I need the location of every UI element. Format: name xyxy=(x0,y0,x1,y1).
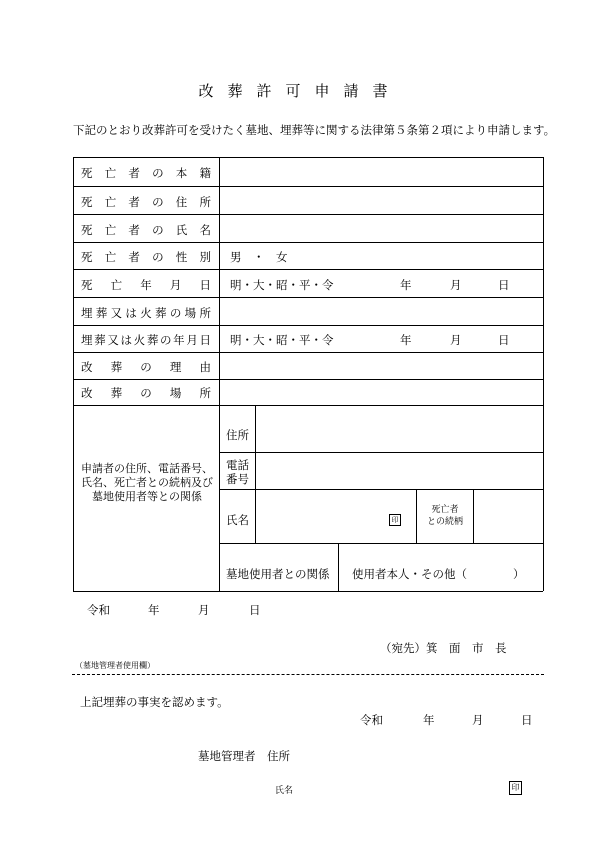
burial-date-year: 年 xyxy=(400,333,412,347)
label-cemetery-relation: 墓地使用者との関係 xyxy=(226,567,330,581)
label-basho: 埋葬又は火葬の場所 xyxy=(81,306,211,320)
label-shibou-date: 死亡年月日 xyxy=(81,278,211,292)
intro-text: 下記のとおり改葬許可を受けたく墓地、埋葬等に関する法律第５条第２項により申請します。 xyxy=(73,123,556,137)
date-year: 年 xyxy=(148,603,160,617)
cut-line xyxy=(72,674,544,675)
label-applicant-line1: 申請者の住所、電話番号、 xyxy=(81,462,213,475)
label-shimei: 死亡者の氏名 xyxy=(81,223,211,237)
death-date-era[interactable]: 明・大・昭・平・令 xyxy=(230,278,334,292)
manager-date-day: 日 xyxy=(521,713,533,727)
cemetery-relation-options[interactable]: 使用者本人・その他（ ） xyxy=(352,567,525,581)
label-kaisou-basho: 改葬の場所 xyxy=(81,386,211,400)
label-relation-line1: 死亡者 xyxy=(431,505,459,515)
label-applicant xyxy=(75,462,219,504)
label-relation xyxy=(421,504,469,528)
label-applicant-line2: 氏名、死亡者との続柄及び xyxy=(81,476,213,489)
death-date-year: 年 xyxy=(400,278,412,292)
page-title: 改葬許可申請書 xyxy=(198,82,402,100)
death-date-day: 日 xyxy=(498,278,510,292)
manager-statement: 上記埋葬の事実を認めます。 xyxy=(80,695,229,709)
label-jusho: 死亡者の住所 xyxy=(81,195,211,209)
label-relation-line2: との続柄 xyxy=(426,517,463,527)
label-applicant-phone xyxy=(226,458,249,486)
date-month: 月 xyxy=(198,603,210,617)
gender-options[interactable]: 男 ・ 女 xyxy=(230,250,288,264)
label-phone-line1: 電話 xyxy=(226,458,249,472)
addressee: （宛先）箕 面 市 長 xyxy=(380,641,507,655)
manager-date-year: 年 xyxy=(423,713,435,727)
label-applicant-name: 氏名 xyxy=(226,513,249,527)
label-kasou-date: 埋葬又は火葬の年月日 xyxy=(81,333,211,347)
label-applicant-address: 住所 xyxy=(226,428,249,442)
death-date-month: 月 xyxy=(450,278,462,292)
burial-date-day: 日 xyxy=(498,333,510,347)
seal-mark-manager: 印 xyxy=(509,781,522,795)
manager-address-label: 墓地管理者 住所 xyxy=(198,749,290,763)
date-era: 令和 xyxy=(87,603,110,617)
date-day: 日 xyxy=(249,603,261,617)
burial-date-month: 月 xyxy=(450,333,462,347)
label-phone-line2: 番号 xyxy=(226,472,249,486)
manager-name-label: 氏名 xyxy=(275,786,294,796)
label-applicant-line3: 墓地使用者等との関係 xyxy=(92,490,202,503)
seal-mark-applicant: 印 xyxy=(389,514,401,526)
label-honseki: 死亡者の本籍 xyxy=(81,166,211,180)
label-seibetsu: 死亡者の性別 xyxy=(81,250,211,264)
burial-date-era[interactable]: 明・大・昭・平・令 xyxy=(230,333,334,347)
manager-section-caption: （墓地管理者使用欄） xyxy=(75,661,155,670)
manager-date-era: 令和 xyxy=(360,713,383,727)
application-table xyxy=(73,157,543,591)
manager-date-month: 月 xyxy=(472,713,484,727)
label-riyu: 改葬の理由 xyxy=(81,360,211,374)
